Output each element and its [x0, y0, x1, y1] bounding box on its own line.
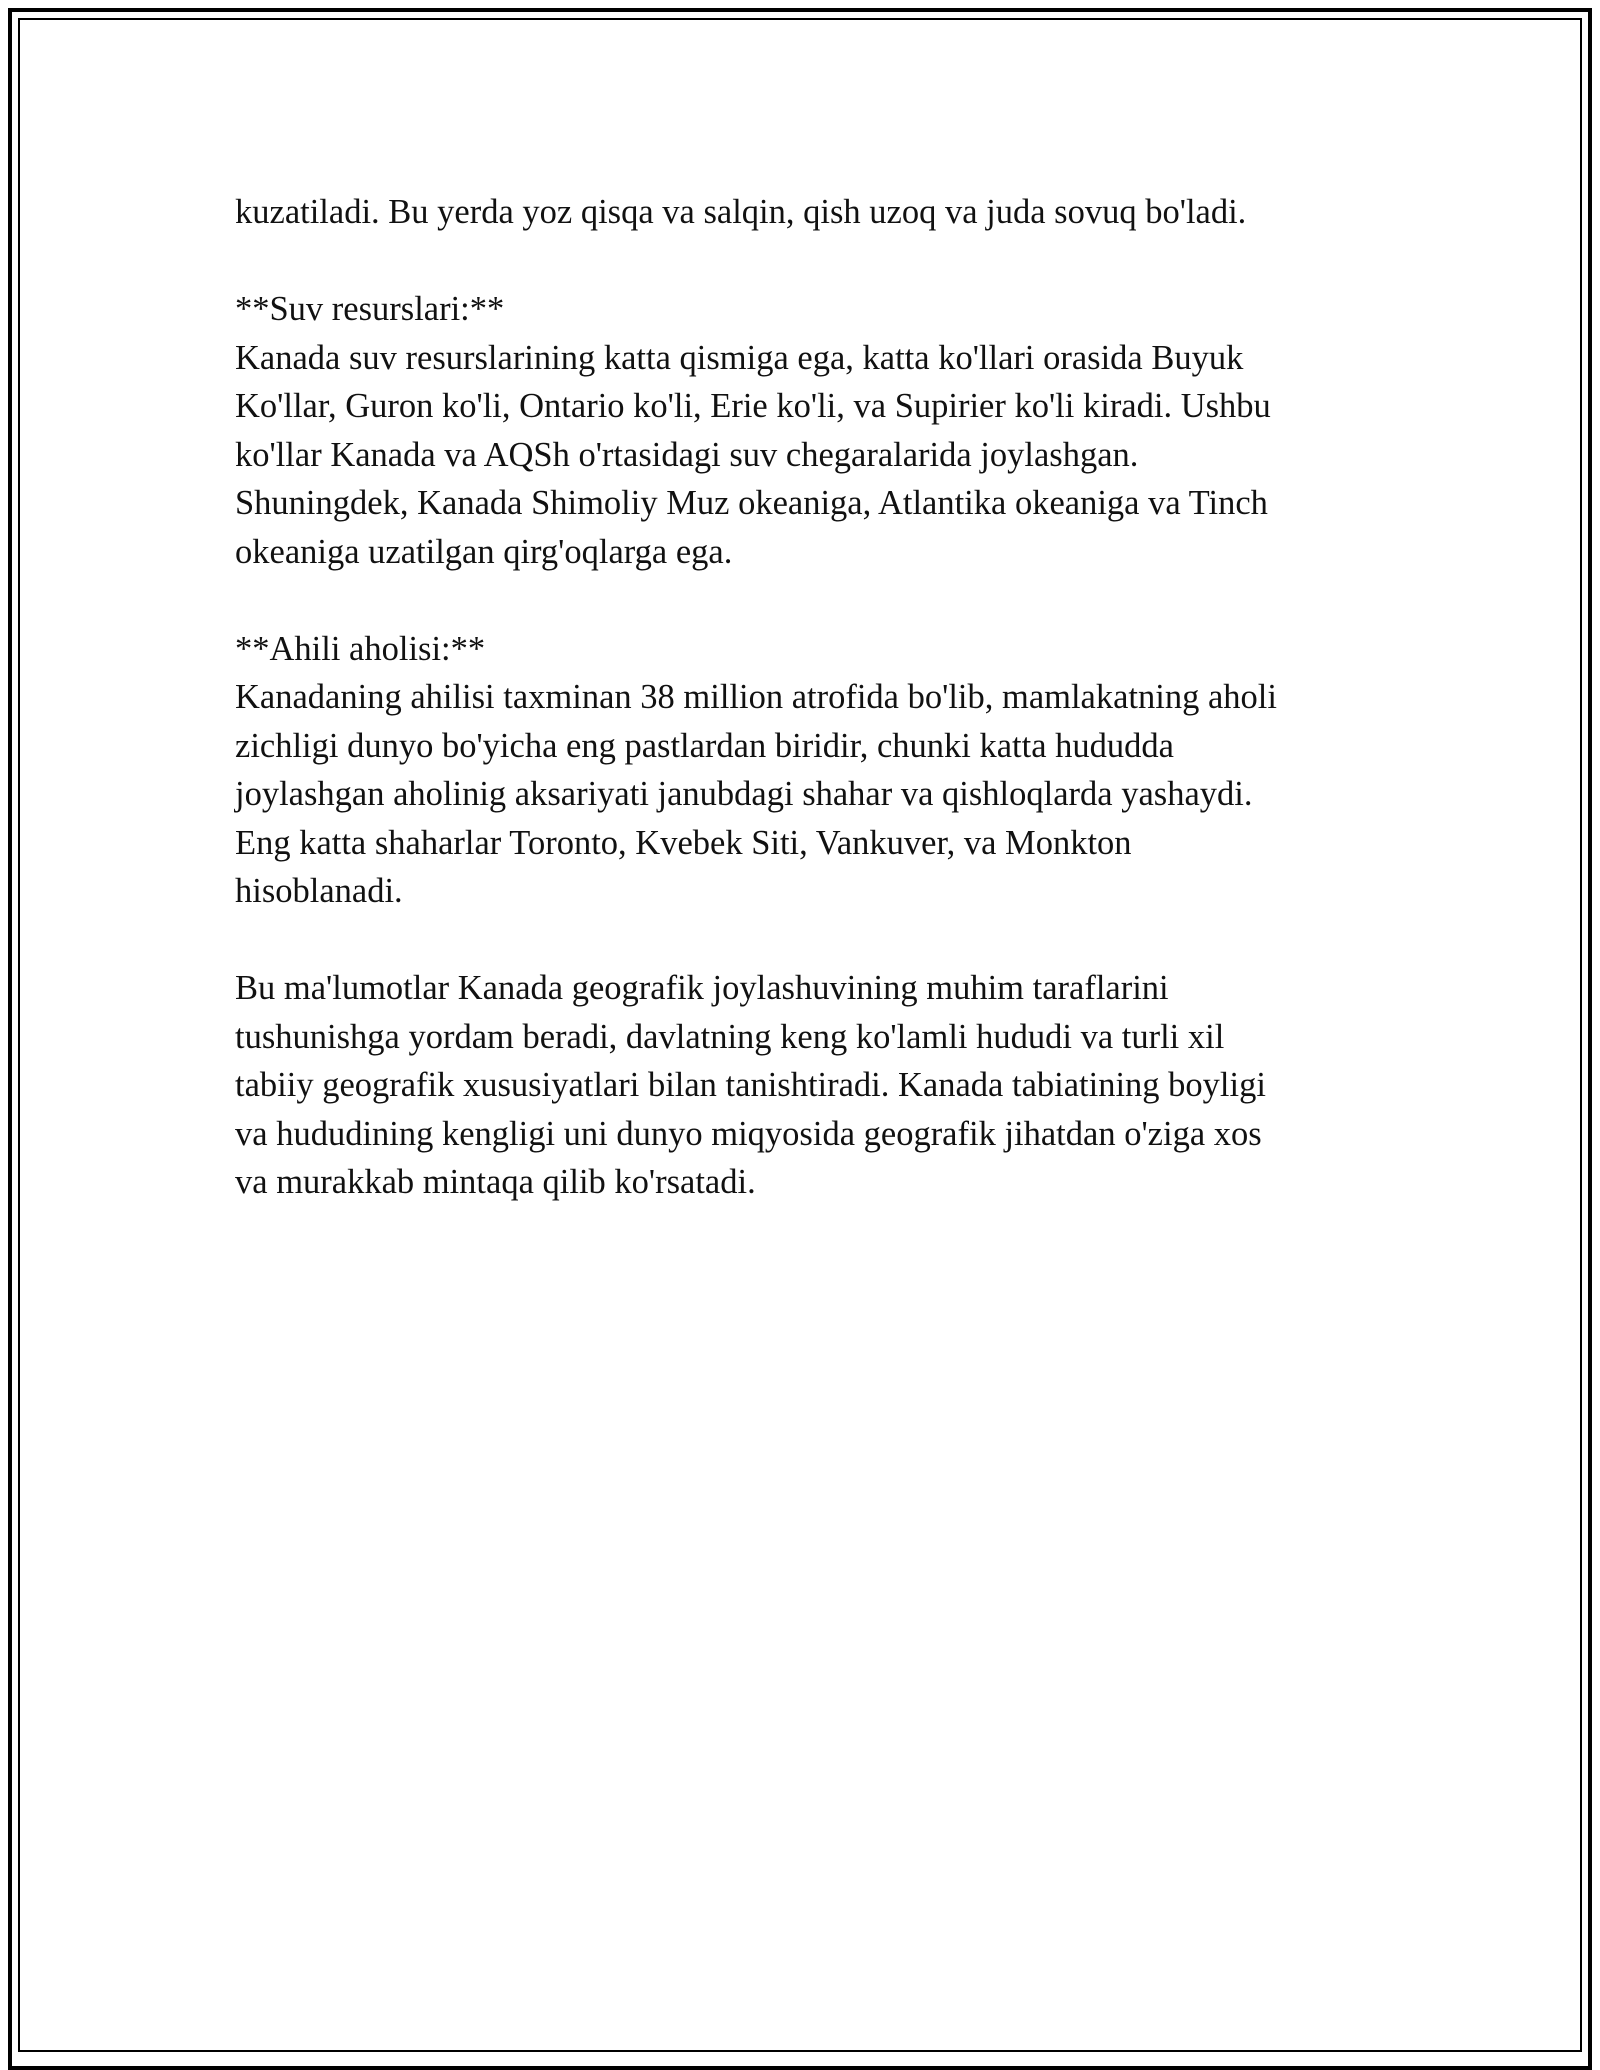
section-heading-water: **Suv resurslari:**: [235, 290, 505, 328]
section-body-population: Kanadaning ahilisi taxminan 38 million atrofida bo'lib, mamlakatning aholi zichligi dunyo bo'yicha eng pastlardan biridir, chunki katta hududda joylashgan aholinig aksariyati janubdagi shahar va qishloqlarda yashaydi. Eng katta shaharlar Toronto, Kvebek Siti, Vankuver, va Monkton hisoblanadi.: [235, 678, 1277, 910]
section-population: [235, 625, 1365, 916]
document-body: [235, 188, 1365, 1255]
section-body-water: Kanada suv resurslarining katta qismiga ega, katta ko'llari orasida Buyuk Ko'llar, Guron ko'li, Ontario ko'li, Erie ko'li, va Supirier ko'li kiradi. Ushbu ko'llar Kanada va AQSh o'rtasidagi suv chegaralarida joylashgan. Shuningdek, Kanada Shimoliy Muz okeaniga, Atlantika okeaniga va Tinch okeaniga uzatilgan qirg'oqlarga ega.: [235, 338, 1271, 571]
intro-paragraph: kuzatiladi. Bu yerda yoz qisqa va salqin, qish uzoq va juda sovuq bo'ladi.: [235, 193, 1247, 231]
conclusion-paragraph: Bu ma'lumotlar Kanada geografik joylashuvining muhim taraflarini tushunishga yordam beradi, davlatning keng ko'lamli hududi va turli xil tabiiy geografik xususiyatlari bilan tanishtiradi. Kanada tabiatining boyligi va hududining kengligi uni dunyo miqyosida geografik jihatdan o'ziga xos va murakkab mintaqa qilib ko'rsatadi.: [235, 969, 1266, 1201]
section-heading-population: **Ahili aholisi:**: [235, 629, 486, 668]
section-water-resources: [235, 285, 1365, 576]
